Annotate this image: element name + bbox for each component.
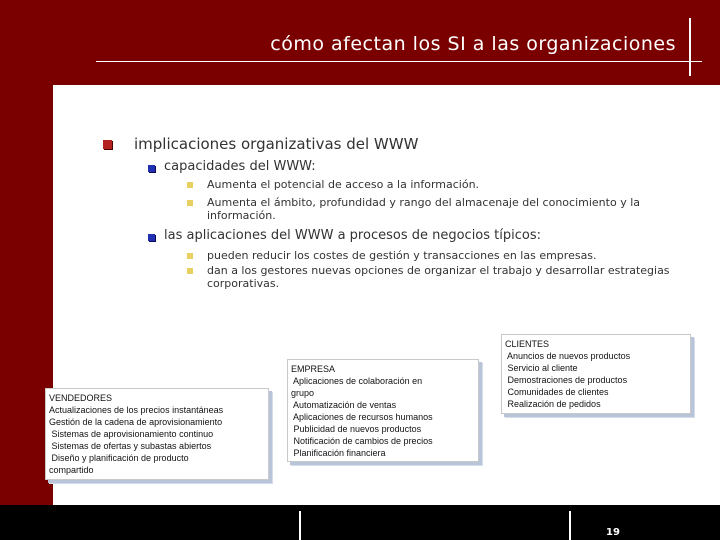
slide-title: cómo afectan los SI a las organizaciones [270,33,676,55]
blue-square-bullet-icon [148,234,155,241]
box-line: Comunidades de clientes [505,387,609,397]
list-item: dan a los gestores nuevas opciones de organizar el trabajo y desarrollar estrategias corporativas. [207,264,670,290]
box-line: Sistemas de aprovisionamiento continuo [49,429,214,439]
list-item: pueden reducir los costes de gestión y transacciones en las empresas. [207,249,597,262]
box-line: Aplicaciones de recursos humanos [291,412,433,422]
box-line: Automatización de ventas [291,400,397,410]
yellow-square-bullet-icon [187,182,193,188]
box-line: Anuncios de nuevos productos [505,351,631,361]
box-line: compartido [49,465,94,475]
empresa-box [287,359,479,462]
box-line: Publicidad de nuevos productos [291,424,422,434]
box-line: Aplicaciones de colaboración en [291,376,423,386]
box-line: Realización de pedidos [505,399,601,409]
box-line: grupo [291,388,315,398]
box-line: VENDEDORES [49,393,113,403]
footer-divider [299,511,301,540]
page-number: 19 [606,527,620,538]
box-line: EMPRESA [291,364,336,374]
yellow-square-bullet-icon [187,253,193,259]
footer-divider [569,511,571,540]
section-label: las aplicaciones del WWW a procesos de negocios típicos: [164,228,541,243]
yellow-square-bullet-icon [187,200,193,206]
outline-heading: implicaciones organizativas del WWW [134,135,419,153]
red-square-bullet-icon [103,140,112,149]
vendedores-box [45,388,269,480]
box-line: Actualizaciones de los precios instantáneas [49,405,224,415]
list-item: Aumenta el potencial de acceso a la información. [207,178,480,191]
box-line: Sistemas de ofertas y subastas abiertos [49,441,212,451]
box-line: Gestión de la cadena de aprovisionamiento [49,417,223,427]
blue-square-bullet-icon [148,165,155,172]
list-item: Aumenta el ámbito, profundidad y rango del almacenaje del conocimiento y la información. [207,196,640,222]
box-line: Diseño y planificación de producto [49,453,189,463]
box-line: Servicio al cliente [505,363,578,373]
box-line: Demostraciones de productos [505,375,628,385]
box-line: Notificación de cambios de precios [291,436,433,446]
title-underline [96,61,702,62]
box-line: Planificación financiera [291,448,386,458]
clientes-box [501,334,691,414]
title-vertical-rule [689,18,691,76]
box-line: CLIENTES [505,339,550,349]
yellow-square-bullet-icon [187,268,193,274]
section-label: capacidades del WWW: [164,159,316,174]
